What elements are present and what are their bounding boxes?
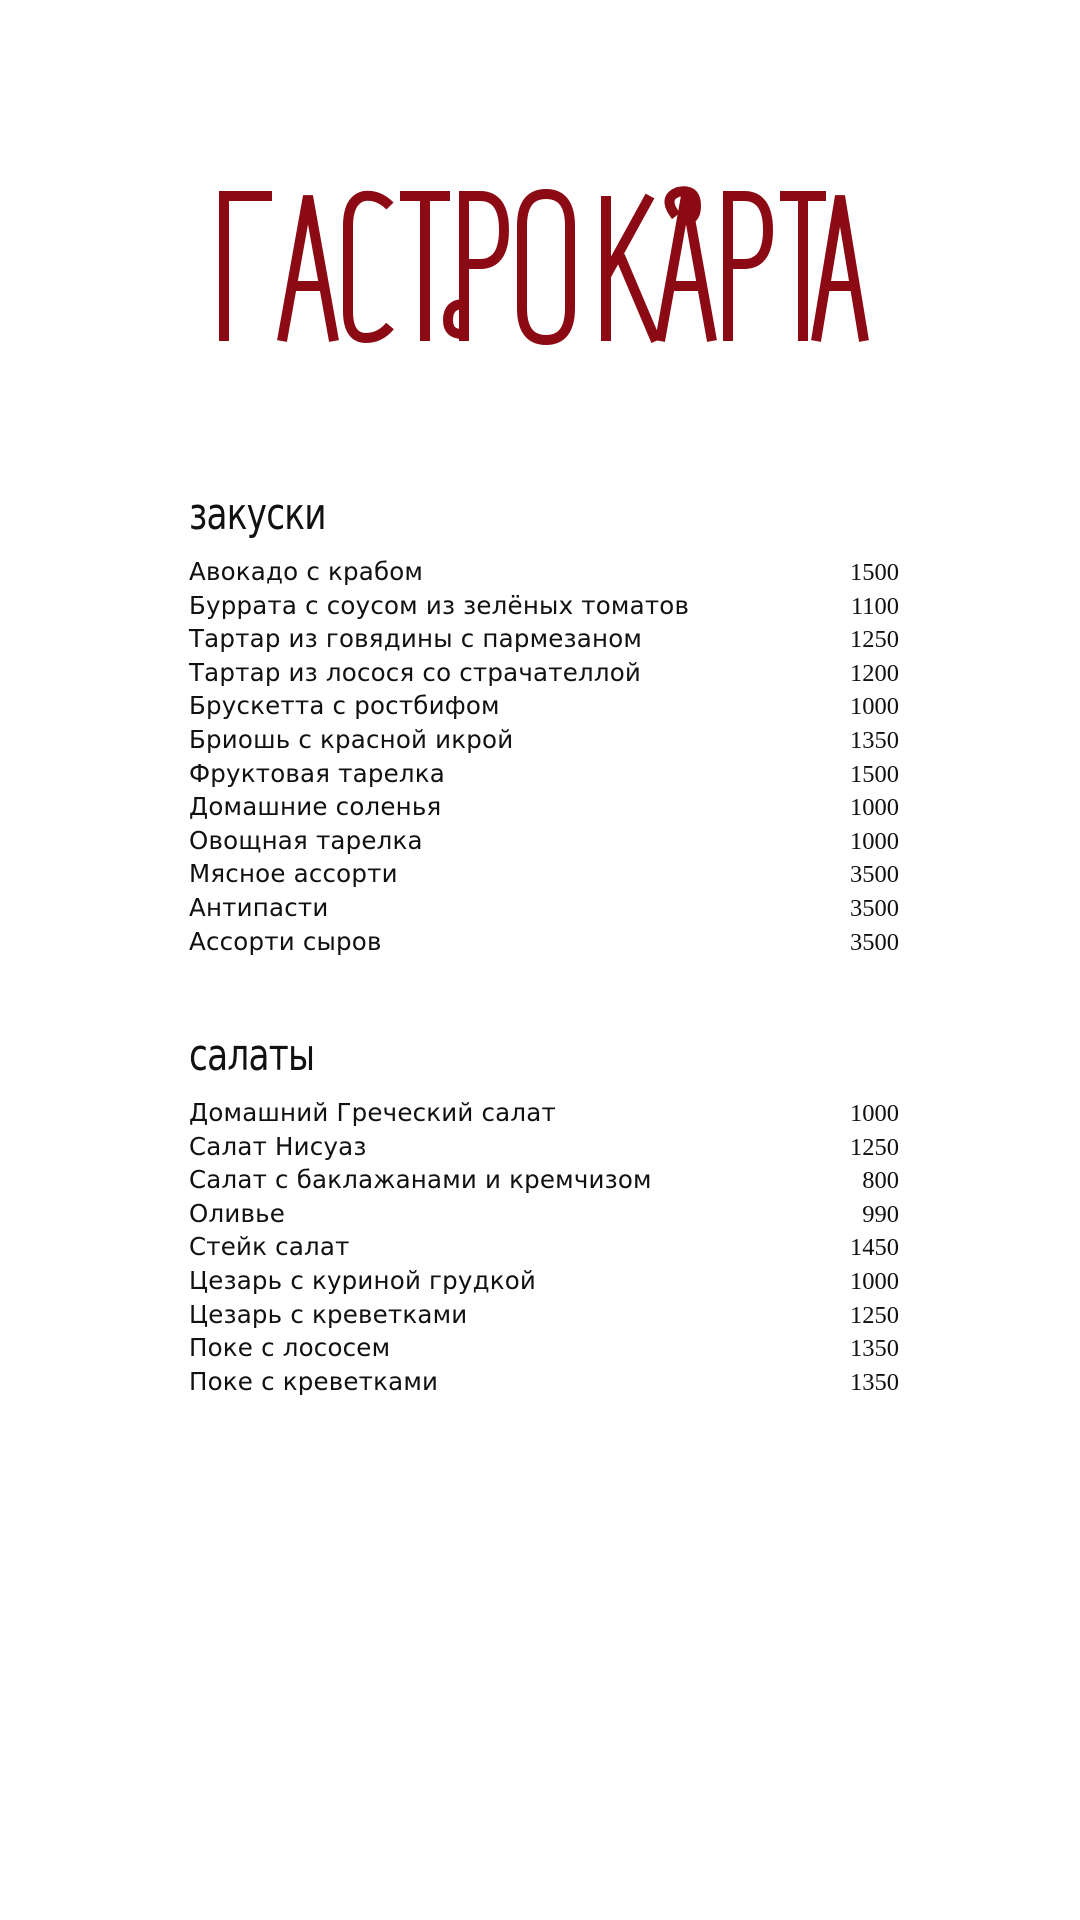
item-price: 1500 <box>850 559 899 586</box>
item-price: 990 <box>862 1200 899 1228</box>
item-name: Тартар из говядины с пармезаном <box>189 624 643 654</box>
list-item <box>189 658 899 692</box>
list-item <box>189 893 899 927</box>
item-price: 1000 <box>850 1267 899 1295</box>
item-name: Стейк салат <box>189 1232 350 1262</box>
item-name: Фруктовая тарелка <box>189 758 445 788</box>
list-item <box>189 557 899 591</box>
item-price: 1350 <box>850 726 899 754</box>
item-name: Поке с лососем <box>189 1333 391 1363</box>
list-item <box>189 624 899 658</box>
item-name: Ассорти сыров <box>189 926 382 956</box>
list-item <box>189 859 899 893</box>
item-name: Цезарь с креветками <box>189 1299 468 1329</box>
item-name: Домашний Греческий салат <box>189 1098 556 1127</box>
list-item <box>189 1333 899 1367</box>
list-item <box>189 927 899 961</box>
item-price: 1100 <box>850 592 899 620</box>
item-price: 1450 <box>850 1234 899 1262</box>
brand-logo <box>0 186 1080 356</box>
item-name: Мясное ассорти <box>189 859 398 889</box>
item-name: Домашние соленья <box>189 792 442 822</box>
list-item <box>189 826 899 860</box>
list-item <box>189 792 899 826</box>
list-item <box>189 1165 899 1199</box>
item-name: Поке с креветками <box>189 1366 439 1396</box>
item-name: Салат Нисуаз <box>189 1131 367 1161</box>
item-name: Овощная тарелка <box>189 825 423 855</box>
list-item <box>189 1266 899 1300</box>
item-name: Бриошь с красной икрой <box>189 724 514 754</box>
brand-logo-mark <box>210 186 870 346</box>
section-title: салаты <box>189 1030 315 1081</box>
menu-list <box>189 557 899 960</box>
item-price: 1200 <box>850 659 899 687</box>
list-item <box>189 691 899 725</box>
item-name: Оливье <box>189 1198 286 1228</box>
item-price: 1250 <box>850 1301 899 1329</box>
item-name: Брускетта с ростбифом <box>189 691 500 721</box>
item-price: 3500 <box>850 894 899 922</box>
item-price: 1250 <box>850 626 899 654</box>
list-item <box>189 1300 899 1334</box>
item-price: 800 <box>862 1167 899 1195</box>
item-name: Салат с баклажанами и кремчизом <box>189 1165 652 1195</box>
item-price: 1000 <box>850 1100 899 1127</box>
item-price: 1350 <box>850 1368 899 1396</box>
item-price: 1250 <box>850 1133 899 1161</box>
list-item <box>189 1199 899 1233</box>
list-item <box>189 1232 899 1266</box>
list-item <box>189 591 899 625</box>
list-item <box>189 1367 899 1401</box>
item-name: Тартар из лосося со страчателлой <box>189 657 642 687</box>
item-price: 1000 <box>850 827 899 855</box>
item-price: 3500 <box>850 928 899 956</box>
item-price: 1500 <box>850 760 899 788</box>
item-price: 1000 <box>850 794 899 822</box>
list-item <box>189 725 899 759</box>
menu-list <box>189 1098 899 1400</box>
section-title: закуски <box>189 489 326 540</box>
list-item <box>189 759 899 793</box>
section-salaty <box>189 1028 899 1400</box>
item-price: 1000 <box>850 693 899 721</box>
item-name: Цезарь с куриной грудкой <box>189 1265 537 1295</box>
item-name: Антипасти <box>189 892 329 922</box>
item-price: 3500 <box>850 861 899 889</box>
section-zakuski <box>189 487 899 960</box>
item-name: Авокадо с крабом <box>189 557 424 586</box>
list-item <box>189 1132 899 1166</box>
list-item <box>189 1098 899 1132</box>
item-name: Буррата с соусом из зелёных томатов <box>189 590 690 620</box>
item-price: 1350 <box>850 1335 899 1363</box>
